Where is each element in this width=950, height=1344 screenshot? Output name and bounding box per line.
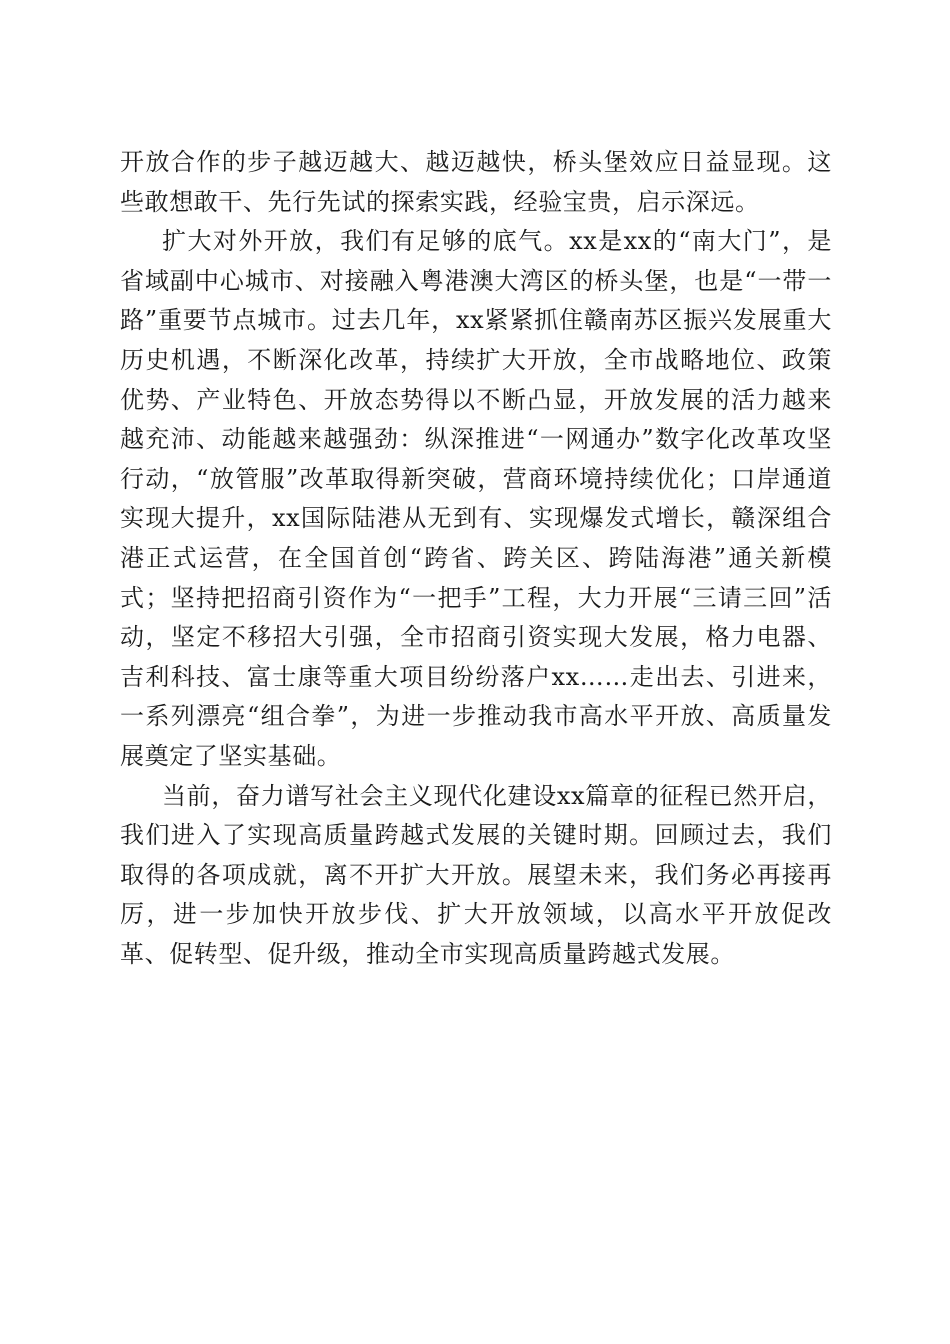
paragraph-current-outlook: 当前，奋力谱写社会主义现代化建设xx篇章的征程已然开启，我们进入了实现高质量跨越式发展的关键时期。回顾过去，我们取得的各项成就，离不开扩大开放。展望未来，我们务必再接再厉，进一步加快开放步伐、扩大开放领域，以高水平开放促改革、促转型、促升级，推动全市实现高质量跨越式发展。 xyxy=(120,781,832,968)
paragraph-continuation: 开放合作的步子越迈越大、越迈越快，桥头堡效应日益显现。这些敢想敢干、先行先试的探索实践，经验宝贵，启示深远。 xyxy=(120,148,832,216)
paragraph-opening-confidence: 扩大对外开放，我们有足够的底气。xx是xx的“南大门”，是省域副中心城市、对接融入粤港澳大湾区的桥头堡，也是“一带一路”重要节点城市。过去几年，xx紧紧抓住赣南苏区振兴发展重大历史机遇，不断深化改革，持续扩大开放，全市战略地位、政策优势、产业特色、开放态势得以不断凸显，开放发展的活力越来越充沛、动能越来越强劲：纵深推进“一网通办”数字化改革攻坚行动，“放管服”改革取得新突破，营商环境持续优化；口岸通道实现大提升，xx国际陆港从无到有、实现爆发式增长，赣深组合港正式运营，在全国首创“跨省、跨关区、跨陆海港”通关新模式；坚持把招商引资作为“一把手”工程，大力开展“三请三回”活动，坚定不移招大引强，全市招商引资实现大发展，格力电器、吉利科技、富士康等重大项目纷纷落户xx……走出去、引进来，一系列漂亮“组合拳”，为进一步推动我市高水平开放、高质量发展奠定了坚实基础。 xyxy=(120,227,832,770)
document-body xyxy=(120,143,832,974)
